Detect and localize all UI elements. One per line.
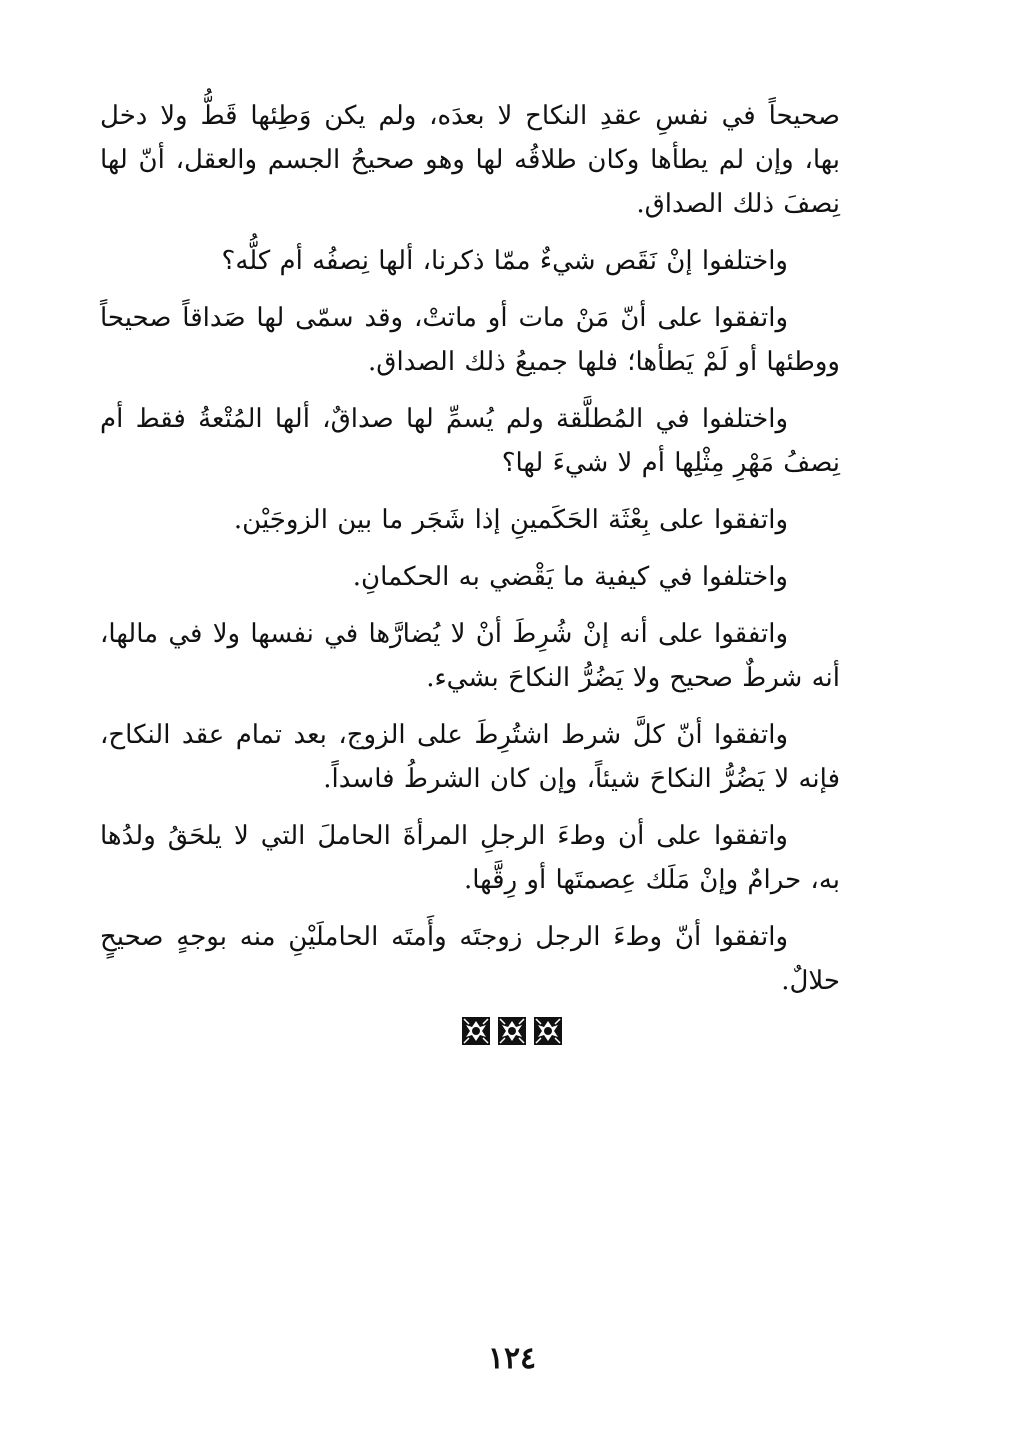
- paragraph-9: واتفقوا على أن وطءَ الرجلِ المرأةَ الحاملَ التي لا يلحَقُ ولدُها به، حرامٌ وإنْ مَلَك عِصمتَها أو رِقَّها.: [100, 821, 840, 895]
- floral-ornament-icon: [533, 1016, 563, 1046]
- paragraph-10: واتفقوا أنّ وطءَ الرجل زوجتَه وأَمتَه الحاملَيْنِ منه بوجهٍ صحيحٍ حلالٌ.: [100, 922, 840, 996]
- paragraph-6: واختلفوا في كيفية ما يَقْضي به الحكمانِ.: [352, 562, 788, 592]
- paragraph-4: واختلفوا في المُطلَّقة ولم يُسمِّ لها صداقٌ، ألها المُتْعةُ فقط أم نِصفُ مَهْرِ مِثْلِها أم لا شيءَ لها؟: [100, 404, 840, 478]
- body-text: [100, 94, 840, 1016]
- floral-ornament-icon: [497, 1016, 527, 1046]
- section-divider: [0, 1016, 1024, 1046]
- paragraph-8: واتفقوا أنّ كلَّ شرط اشتُرِطَ على الزوج، بعد تمام عقد النكاح، فإنه لا يَضُرُّ النكاحَ شيئاً، وإن كان الشرطُ فاسداً.: [100, 720, 840, 794]
- paragraph-2: واختلفوا إنْ نَقَص شيءٌ ممّا ذكرنا، ألها نِصفُه أم كلُّه؟: [221, 246, 788, 276]
- paragraph-1: صحيحاً في نفسِ عقدِ النكاح لا بعدَه، ولم يكن وَطِئها قَطُّ ولا دخل بها، وإن لم يطأها وكان طلاقُه لها وهو صحيحُ الجسم والعقل، أنّ لها نِصفَ ذلك الصداق.: [100, 101, 840, 219]
- paragraph-3: واتفقوا على أنّ مَنْ مات أو ماتتْ، وقد سمّى لها صَداقاً صحيحاً ووطئها أو لَمْ يَطأها؛ فلها جميعُ ذلك الصداق.: [100, 303, 840, 377]
- floral-ornament-icon: [461, 1016, 491, 1046]
- page-number: ١٢٤: [487, 1341, 537, 1376]
- paragraph-5: واتفقوا على بِعْثَة الحَكَمينِ إذا شَجَر ما بين الزوجَيْن.: [233, 505, 788, 535]
- paragraph-7: واتفقوا على أنه إنْ شُرِطَ أنْ لا يُضارَّها في نفسها ولا في مالها، أنه شرطٌ صحيح ولا يَضُرُّ النكاحَ بشيء.: [100, 619, 840, 693]
